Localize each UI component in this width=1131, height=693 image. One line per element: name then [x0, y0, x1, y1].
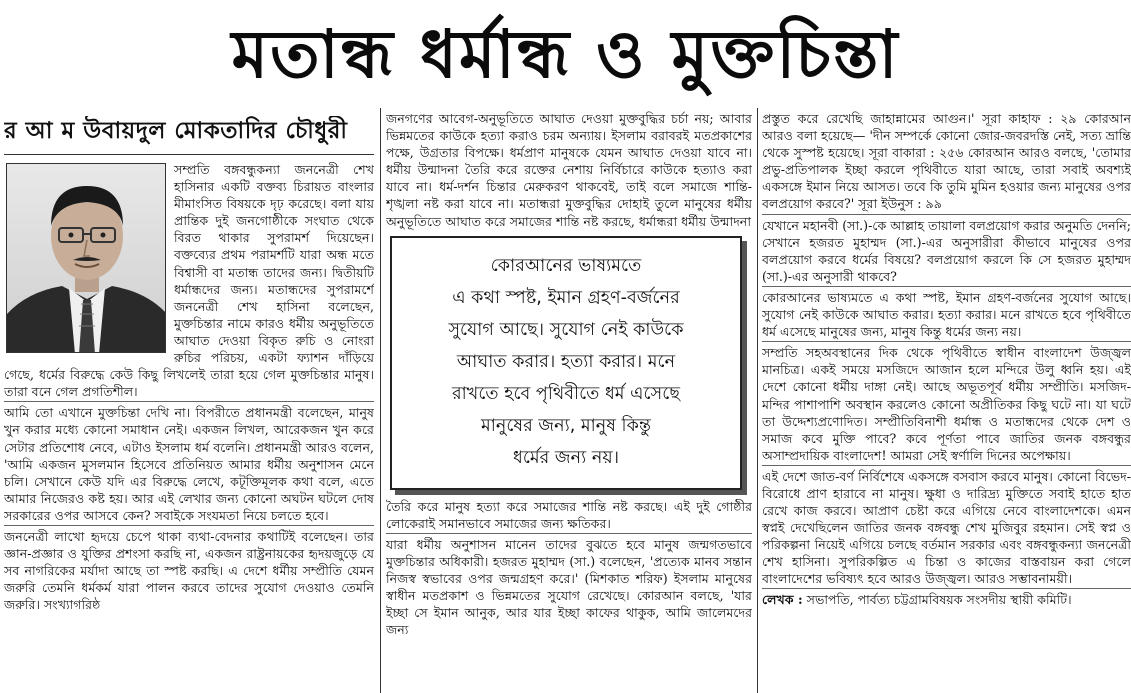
byline-rule	[4, 154, 374, 155]
column-2	[386, 110, 752, 693]
paragraph: তৈরি করে মানুষ হত্যা করে সমাজের শান্তি নষ্ট করছে। এই দুই গোষ্ঠীর লোকেরাই সমানভাবে সমাজের জন্য ক্ষতিকর।	[386, 498, 752, 531]
pull-quote-line: মানুষের জন্য, মানুষ কিন্তু	[480, 415, 652, 436]
paragraph: যেখানে মহানবী (সা.)-কে আল্লাহ তায়ালা বলপ্রয়োগ করার অনুমতি দেননি; সেখানে হজরত মুহাম্মদ (সা.)-এর অনুসারীরা কীভাবে মানুষের ওপর বলপ্রয়োগ করবে ধর্মের বিষয়ে? বলপ্রয়োগ করলে কি সে হজরত মুহাম্মদ (সা.)-এর অনুসারী থাকবে?	[762, 217, 1131, 284]
pull-quote-line: আঘাত করার। হত্যা করার। মনে	[456, 351, 676, 372]
pull-quote-line: সুযোগ আছে। সুযোগ নেই কাউকে	[448, 319, 684, 340]
paragraph-separator	[4, 525, 374, 526]
paragraph-separator	[762, 341, 1131, 342]
pull-quote-line: রাখতে হবে পৃথিবীতে ধর্ম এসেছে	[452, 383, 680, 404]
paragraph-separator	[762, 286, 1131, 287]
paragraph-separator	[386, 533, 752, 534]
headline: মতান্ধ ধর্মান্ধ ও মুক্তচিন্তা	[231, 15, 900, 93]
paragraph: যারা ধর্মীয় অনুশাসন মানেন তাদের বুঝতে হবে মানুষ জন্মগতভাবে মুক্তচিন্তার অধিকারী। হজরত মুহাম্মদ (সা.) বলেছেন, 'প্রত্যেক মানব সন্তান নিজস্ব স্বভাবের ওপর জন্মগ্রহণ করে।' (মিশকাত শরিফ) ইসলাম মানুষের স্বাধীন মতপ্রকাশ ও ভিন্নমতের সুযোগ রেখেছে। কোরআন বলছে, 'যার ইচ্ছা সে ইমান আনুক, আর যার ইচ্ছা কাফের থাকুক, আমি জালেমদের জন্য	[386, 536, 752, 638]
column-divider	[757, 108, 758, 693]
column-3	[762, 110, 1131, 693]
paragraph: সম্প্রতি সহঅবস্থানের দিক থেকে পৃথিবীতে স্বাধীন বাংলাদেশ উজ্জ্বল মানচিত্র। একই সময়ে মসজিদে আজান হলে মন্দিরে উলু ধ্বনি হয়। এই দেশে কোনো ধর্মীয় দাঙ্গা নেই। আছে অভূতপূর্ব ধর্মীয় সম্প্রীতি। মসজিদ-মন্দির পাশাপাশি অবস্থান করলেও কোনো অপ্রীতিকর কিছু ঘটে না। যা ঘটে তা উদ্দেশ্যপ্রণোদিত। সম্প্রীতিবিনাশী ধর্মান্ধ ও মতান্ধদের থেকে দেশ ও সমাজ কবে মুক্তি পাবে? কবে পূর্ণতা পাবে জাতির জনক বঙ্গবন্ধুর অসাম্প্রদায়িক বাংলাদেশ! আমরা সেই স্বর্ণালি দিনের অপেক্ষায়।	[762, 345, 1131, 463]
paragraph: কোরআনের ভাষ্যমতে এ কথা স্পষ্ট, ইমান গ্রহণ-বর্জনের সুযোগ আছে। সুযোগ নেই কাউকে আঘাত করার। হত্যা করার। মনে রাখতে হবে পৃথিবীতে ধর্ম এসেছে মানুষের জন্য, মানুষ কিন্তু ধর্মের জন্য নয়।	[762, 289, 1131, 340]
author-note	[762, 588, 1131, 608]
author-photo	[6, 163, 166, 353]
byline: র আ ম উবায়দুল মোকতাদির চৌধুরী	[4, 118, 348, 144]
column-divider	[380, 108, 381, 693]
pull-quote-line: কোরআনের ভাষ্যমতে	[490, 255, 642, 276]
paragraph: জননেত্রী লাখো হৃদয়ে চেপে থাকা ব্যথা-বেদনার কথাটিই বলেছেন। তার জ্ঞান-প্রজ্ঞার ও যুক্তির প্রশংসা করছি না, একজন রাষ্ট্রনায়কের হৃদয়জুড়ে যে সব নাগরিকের মর্যাদা আছে তা স্পষ্ট করছি। এ দেশে ধর্মীয় সম্প্রীতি যেমন জরুরি তেমনি ধর্মকর্ম যারা পালন করবে তাদের সুযোগ দেওয়াও তেমনি জরুরি। সংখ্যাগরিষ্ঠ	[4, 528, 374, 613]
paragraph-separator	[762, 465, 1131, 466]
paragraph: এই দেশে জাত-বর্ণ নির্বিশেষে একসঙ্গে বসবাস করবে মানুষ। কোনো বিভেদ-বিরোধে প্রাণ হারাবে না মানুষ। ক্ষুধা ও দারিদ্র্য মুক্তিতে সবাই হাতে হাত রেখে কাজ করবে। আপ্রাণ চেষ্টা করে এগিয়ে নেবে বাংলাদেশকে। এমন স্বপ্নই দেখেছিলেন জাতির জনক বঙ্গবন্ধু শেখ মুজিবুর রহমান। সেই স্বপ্ন ও পরিকল্পনা নিয়েই এগিয়ে চলছে বর্তমান সরকার এবং বঙ্গবন্ধুকন্যা জননেত্রী শেখ হাসিনা। সুপরিকল্পিত এ চিন্তা ও কাজের বাস্তবায়ন করা গেলে বাংলাদেশের ভবিষ্যৎ হবে আরও উজ্জ্বল। আরও সম্ভাবনাময়ী।	[762, 468, 1131, 587]
paragraph: জনগণের আবেগ-অনুভূতিতে আঘাত দেওয়া মুক্তবুদ্ধির চর্চা নয়; আবার ভিন্নমতের কাউকে হত্যা করাও চরম অন্যায়। ইসলাম বরাবরই মতপ্রকাশের পক্ষে, উগ্রতার বিপক্ষে। ধর্মপ্রাণ মানুষকে যেমন আঘাত দেওয়া যাবে না। ধর্মীয় উন্মাদনা তৈরি করে রক্তের নেশায় নির্বিচারে কাউকে হত্যাও করা যাবে না। ধর্ম-দর্শন চিন্তার মেরুকরণ থাকবেই, তাই বলে সমাজে শান্তি-শৃঙ্খলা নষ্ট করা যাবে না। মতান্ধরা মুক্তবুদ্ধির দোহাই তুলে মানুষের ধর্মীয় অনুভূতিতে আঘাত করে সমাজের শান্তি নষ্ট করছে, ধর্মান্ধরা ধর্মীয় উন্মাদনা	[386, 111, 752, 229]
paragraph-separator	[762, 214, 1131, 215]
photo-wrap-text: সম্প্রতি বঙ্গবন্ধুকন্যা জননেত্রী শেখ হাসিনার একটি বক্তব্য চিরায়ত বাংলার মীমাংসিত বিষয়কে দৃঢ় করেছে। বলা যায় প্রান্তিক দুই জনগোষ্ঠীকে সংঘাত থেকে বিরত থাকার সুপরামর্শ দিয়েছেন। বক্তব্যের প্রথম পরামর্শটি যারা অন্ধ মতে বিশ্বাসী বা মতান্ধ তাদের জন্য। দ্বিতীয়টি ধর্মান্ধদের জন্য। মতান্ধদের সুপরামর্শে জননেত্রী শেখ হাসিনা বলেছেন, মুক্তচিন্তার নামে কারও ধর্মীয় অনুভূতিতে আঘাত দেওয়া বিকৃত রুচি ও নোংরা রুচির পরিচয়, একটা ফ্যাশন দাঁড়িয়ে গেছে, ধর্মের বিরুদ্ধে কেউ কিছু লিখলেই তারা হয়ে গেল মুক্তচিন্তার মানুষ। তারা বনে গেল প্রগতিশীল।	[4, 162, 374, 400]
pull-quote	[390, 236, 742, 490]
pull-quote-line: ধর্মের জন্য নয়।	[512, 447, 620, 468]
pull-quote-line: এ কথা স্পষ্ট, ইমান গ্রহণ-বর্জনের	[452, 287, 680, 308]
paragraph-separator	[4, 401, 374, 402]
author-label: লেখক :	[762, 591, 803, 607]
paragraph: আমি তো এখানে মুক্তচিন্তা দেখি না। বিপরীতে প্রধানমন্ত্রী বলেছেন, মানুষ খুন করার মধ্যে কোনো সমাধান নেই। একজন লিখল, আরেকজন খুন করে সেটার প্রতিশোধ নেবে, এটাও ইসলাম ধর্ম বলেনি। প্রধানমন্ত্রী আরও বলেন, 'আমি একজন মুসলমান হিসেবে প্রতিনিয়ত আমার ধর্মীয় অনুশাসন মেনে চলি। সেখানে কেউ যদি এর বিরুদ্ধে লেখে, কটূক্তিমূলক কথা বলে, এতে আমার নিজেরও কষ্ট হয়। আর এই লেখার জন্য কোনো অঘটন ঘটলে দোষ সরকারের ওপর আসবে কেন? সবাইকে সংযমতা নিয়ে চলতে হবে।	[4, 405, 374, 523]
column-1	[4, 110, 374, 693]
paragraph: প্রস্তুত করে রেখেছি জাহান্নামের আগুন।' সূরা কাহাফ : ২৯ কোরআন আরও বলা হয়েছে— 'দীন সম্পর্কে কোনো জোর-জবরদস্তি নেই, সত্য ভ্রান্তি থেকে সুস্পষ্ট হয়েছে। সূরা বাকারা : ২৫৬ কোরআন আরও বলছে, 'তোমার প্রভু-প্রতিপালক ইচ্ছা করলে পৃথিবীতে যারা আছে, তারা সবাই অবশ্যই একসঙ্গে ইমান নিয়ে আসত। তবে কি তুমি মুমিন হওয়ার জন্য মানুষের ওপর বলপ্রয়োগ করবে?' সূরা ইউনুস : ৯৯	[762, 111, 1131, 212]
author-designation: সভাপতি, পার্বত্য চট্টগ্রামবিষয়ক সংসদীয় স্থায়ী কমিটি।	[806, 591, 1072, 607]
